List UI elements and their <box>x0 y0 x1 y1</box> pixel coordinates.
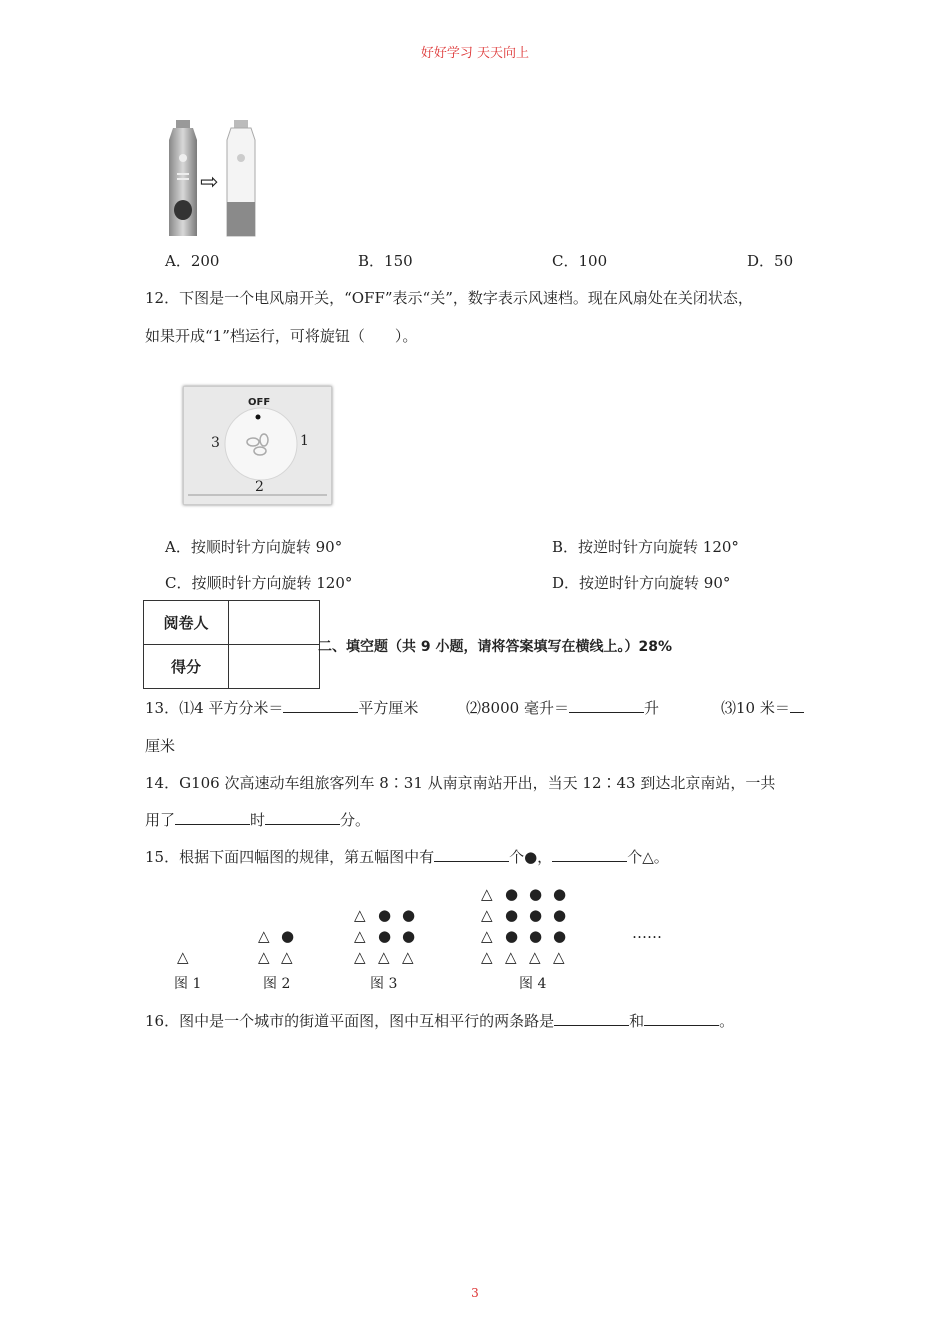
triangle-icon: △ <box>553 948 565 966</box>
q14-blank-hours[interactable] <box>175 809 250 825</box>
figure-3-label: 图 3 <box>370 976 398 992</box>
q13-part3-text: ⑶10 米＝ <box>721 699 790 717</box>
q12-option-c: C．按顺时针方向旋转 120° <box>165 574 353 592</box>
triangle-icon: △ <box>481 948 493 966</box>
q15-pre: 15．根据下面四幅图的规律，第五幅图中有 <box>145 848 435 866</box>
dot-icon: ● <box>505 885 519 903</box>
q12-option-a: A．按顺时针方向旋转 90° <box>165 538 343 556</box>
q13-part1-text: 13．⑴4 平方分米＝ <box>145 699 284 717</box>
knob-level-3-label: 3 <box>211 435 220 451</box>
q16-mid: 和 <box>629 1012 645 1030</box>
score-label: 得分 <box>144 645 229 689</box>
q14-stem-line2 <box>145 809 370 830</box>
q13-blank-2[interactable] <box>569 697 644 713</box>
q13-part2 <box>466 697 659 718</box>
triangle-icon: △ <box>481 885 493 903</box>
triangle-icon: △ <box>481 906 493 924</box>
dot-icon: ● <box>529 927 543 945</box>
knob-level-1-label: 1 <box>300 433 309 449</box>
q11-option-b: B．150 <box>358 252 413 270</box>
q15-blank-dots[interactable] <box>434 846 509 862</box>
q14-mid: 时 <box>250 811 266 829</box>
q14-pre: 用了 <box>145 811 176 829</box>
dot-icon: ● <box>553 885 567 903</box>
q13-part1 <box>145 697 418 718</box>
dot-icon: ● <box>505 906 519 924</box>
triangle-icon: △ <box>529 948 541 966</box>
fan-switch-image <box>183 386 332 505</box>
bottles-image <box>165 118 270 240</box>
q14-post: 分。 <box>340 811 371 829</box>
triangle-icon: △ <box>378 948 390 966</box>
q16-blank-1[interactable] <box>554 1010 629 1026</box>
triangle-icon: △ <box>258 927 270 945</box>
ellipsis: …… <box>632 924 662 942</box>
page-number: 3 <box>471 1286 479 1300</box>
section-2-title: 二、填空题（共 9 小题，请将答案填写在横线上。）28% <box>318 639 672 655</box>
q13-part2-unit: 升 <box>643 699 659 717</box>
score-cell <box>229 645 320 689</box>
q14-blank-minutes[interactable] <box>265 809 340 825</box>
q12-stem-line2: 如果开成“1”档运行，可将旋钮（ ）。 <box>145 327 418 345</box>
dot-icon: ● <box>402 906 416 924</box>
triangle-icon: △ <box>354 927 366 945</box>
q15-mid: 个●， <box>509 848 553 866</box>
q15-post: 个△。 <box>627 848 669 866</box>
q13-part1-unit: 平方厘米 <box>358 699 419 717</box>
triangle-icon: △ <box>354 948 366 966</box>
score-table <box>143 600 320 689</box>
q13-part3-unit: 厘米 <box>145 737 176 755</box>
q12-option-b: B．按逆时针方向旋转 120° <box>552 538 739 556</box>
q13-part3 <box>721 697 804 718</box>
q12-option-d: D．按逆时针方向旋转 90° <box>552 574 731 592</box>
triangle-icon: △ <box>177 948 189 966</box>
dot-icon: ● <box>281 927 295 945</box>
q15-blank-triangles[interactable] <box>552 846 627 862</box>
page-header: 好好学习 天天向上 <box>420 46 530 61</box>
figure-4-label: 图 4 <box>519 976 547 992</box>
arrow-icon: ⇨ <box>200 170 219 195</box>
dot-icon: ● <box>529 885 543 903</box>
q14-stem-line1: 14．G106 次高速动车组旅客列车 8∶31 从南京南站开出，当天 12∶43 到达北京南站，一共 <box>145 774 776 792</box>
triangle-icon: △ <box>402 948 414 966</box>
q11-option-d: D．50 <box>747 252 794 270</box>
q13-blank-3[interactable] <box>790 697 804 713</box>
dot-icon: ● <box>553 906 567 924</box>
q12-stem-line1: 12．下图是一个电风扇开关，“OFF”表示“关”，数字表示风速档。现在风扇处在关闭状态， <box>145 289 753 307</box>
dot-icon: ● <box>553 927 567 945</box>
figure-1-label: 图 1 <box>174 976 202 992</box>
pattern-figures <box>140 876 700 991</box>
q16-blank-2[interactable] <box>644 1010 719 1026</box>
knob-off-label: OFF <box>248 397 271 408</box>
dot-icon: ● <box>402 927 416 945</box>
dot-icon: ● <box>378 906 392 924</box>
q15-stem <box>145 846 669 867</box>
q13-blank-1[interactable] <box>283 697 358 713</box>
q11-option-a: A．200 <box>165 252 220 270</box>
figure-2-label: 图 2 <box>263 976 291 992</box>
q16-stem <box>145 1010 734 1031</box>
q13-part2-text: ⑵8000 毫升＝ <box>466 699 569 717</box>
dot-icon: ● <box>378 927 392 945</box>
knob-level-2-label: 2 <box>255 479 264 495</box>
q16-post: 。 <box>719 1012 735 1030</box>
q11-option-c: C．100 <box>552 252 608 270</box>
dot-icon: ● <box>529 906 543 924</box>
reviewer-label: 阅卷人 <box>144 601 229 645</box>
triangle-icon: △ <box>258 948 270 966</box>
triangle-icon: △ <box>354 906 366 924</box>
reviewer-cell <box>229 601 320 645</box>
triangle-icon: △ <box>505 948 517 966</box>
triangle-icon: △ <box>281 948 293 966</box>
q16-pre: 16．图中是一个城市的街道平面图，图中互相平行的两条路是 <box>145 1012 555 1030</box>
dot-icon: ● <box>505 927 519 945</box>
triangle-icon: △ <box>481 927 493 945</box>
